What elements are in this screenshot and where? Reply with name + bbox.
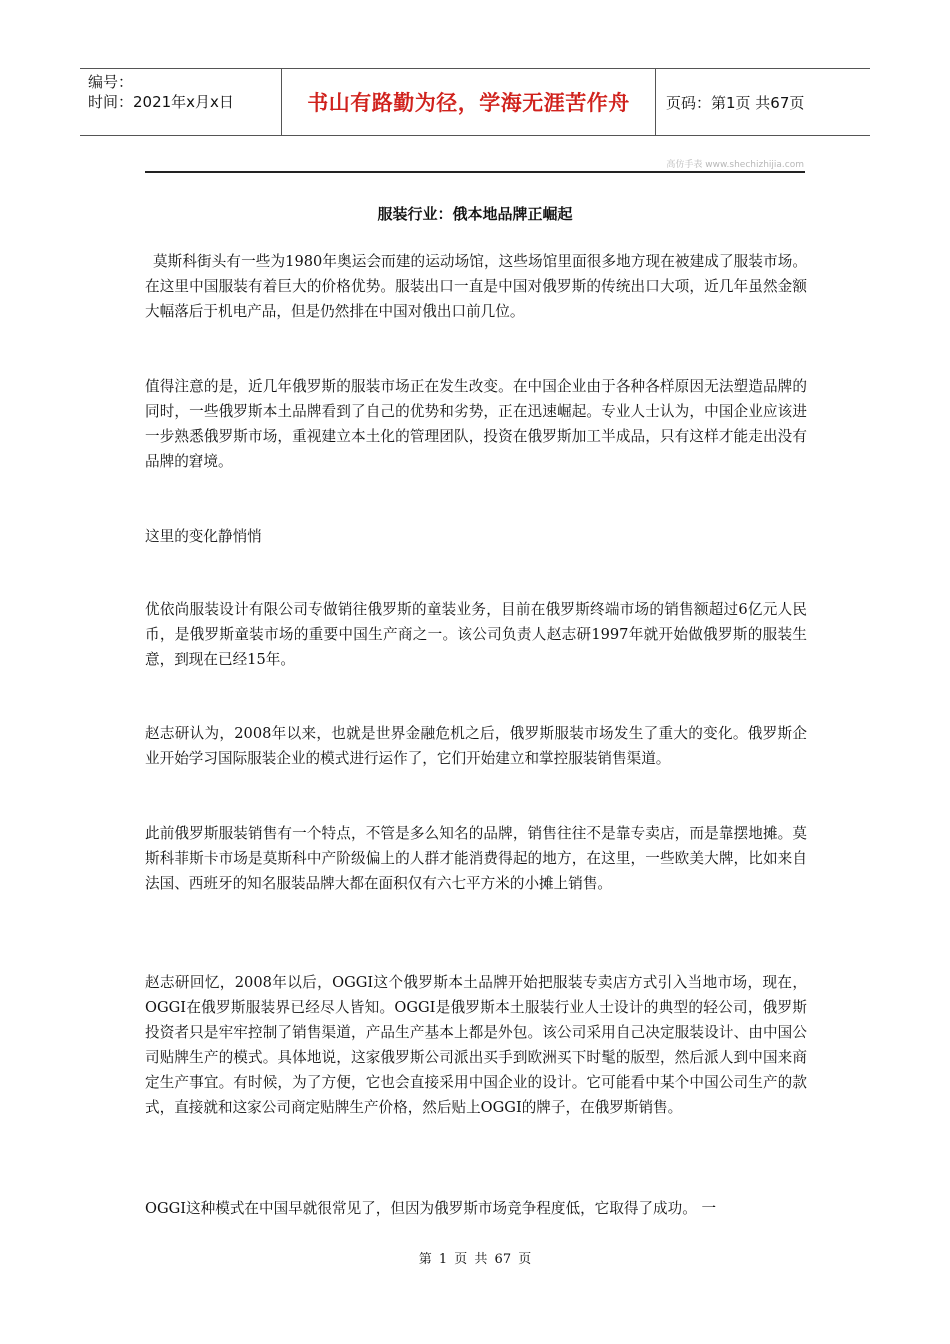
paragraph: 莫斯科街头有一些为1980年奥运会而建的运动场馆，这些场馆里面很多地方现在被建成了服装市场。在这里中国服装有着巨大的价格优势。服装出口一直是中国对俄罗斯的传统出口大项，近几年虽然金额大幅落后于机电产品，但是仍然排在中国对俄出口前几位。 — [145, 253, 807, 320]
header-page-code: 页码：第1页 共67页 — [666, 93, 805, 112]
paragraph: 此前俄罗斯服装销售有一个特点，不管是多么知名的品牌，销售往往不是靠专卖店，而是靠摆地摊。莫斯科菲斯卡市场是莫斯科中产阶级偏上的人群才能消费得起的地方，在这里，一些欧美大牌，比如来自法国、西班牙的知名服装品牌大都在面积仅有六七平方米的小摊上销售。 — [145, 825, 807, 892]
paragraph: 值得注意的是，近几年俄罗斯的服装市场正在发生改变。在中国企业由于各种各样原因无法塑造品牌的同时，一些俄罗斯本土品牌看到了自己的优势和劣势，正在迅速崛起。专业人士认为，中国企业应该进一步熟悉俄罗斯市场，重视建立本土化的管理团队，投资在俄罗斯加工半成品，只有这样才能走出没有品牌的窘境。 — [145, 378, 807, 470]
paragraph: 赵志研回忆，2008年以后，OGGI这个俄罗斯本土品牌开始把服装专卖店方式引入当地市场，现在，OGGI在俄罗斯服装界已经尽人皆知。OGGI是俄罗斯本土服装行业人士设计的典型的轻公司，俄罗斯投资者只是牢牢控制了销售渠道，产品生产基本上都是外包。该公司采用自己决定服装设计、由中国公司贴牌生产的模式。具体地说，这家俄罗斯公司派出买手到欧洲买下时髦的版型，然后派人到中国来商定生产事宜。有时候，为了方便，它也会直接采用中国企业的设计。它可能看中某个中国公司生产的款式，直接就和这家公司商定贴牌生产价格，然后贴上OGGI的牌子，在俄罗斯销售。 — [145, 974, 807, 1116]
page-footer: 第 1 页 共 67 页 — [418, 1252, 532, 1267]
document-title: 服装行业：俄本地品牌正崛起 — [377, 205, 573, 223]
header-motto: 书山有路勤为径，学海无涯苦作舟 — [282, 69, 656, 135]
watermark-link[interactable]: 高仿手表 www.shechizhijia.com — [666, 160, 804, 170]
document-number-label: 编号： — [88, 73, 134, 91]
paragraph: OGGI这种模式在中国早就很常见了，但因为俄罗斯市场竞争程度低，它取得了成功。 一 — [145, 1200, 717, 1217]
paragraph: 优依尚服装设计有限公司专做销往俄罗斯的童装业务，目前在俄罗斯终端市场的销售额超过6亿元人民币，是俄罗斯童装市场的重要中国生产商之一。该公司负责人赵志研1997年就开始做俄罗斯的服装生意，到现在已经15年。 — [145, 601, 807, 668]
header-meta — [80, 69, 282, 135]
paragraph: 赵志研认为，2008年以来，也就是世界金融危机之后，俄罗斯服装市场发生了重大的变化。俄罗斯企业开始学习国际服装企业的模式进行运作了，它们开始建立和掌控服装销售渠道。 — [145, 725, 807, 767]
header-divider — [145, 171, 805, 173]
document-time: 时间：2021年x月x日 — [88, 93, 234, 111]
document-header — [80, 68, 870, 136]
section-heading: 这里的变化静悄悄 — [145, 528, 262, 545]
